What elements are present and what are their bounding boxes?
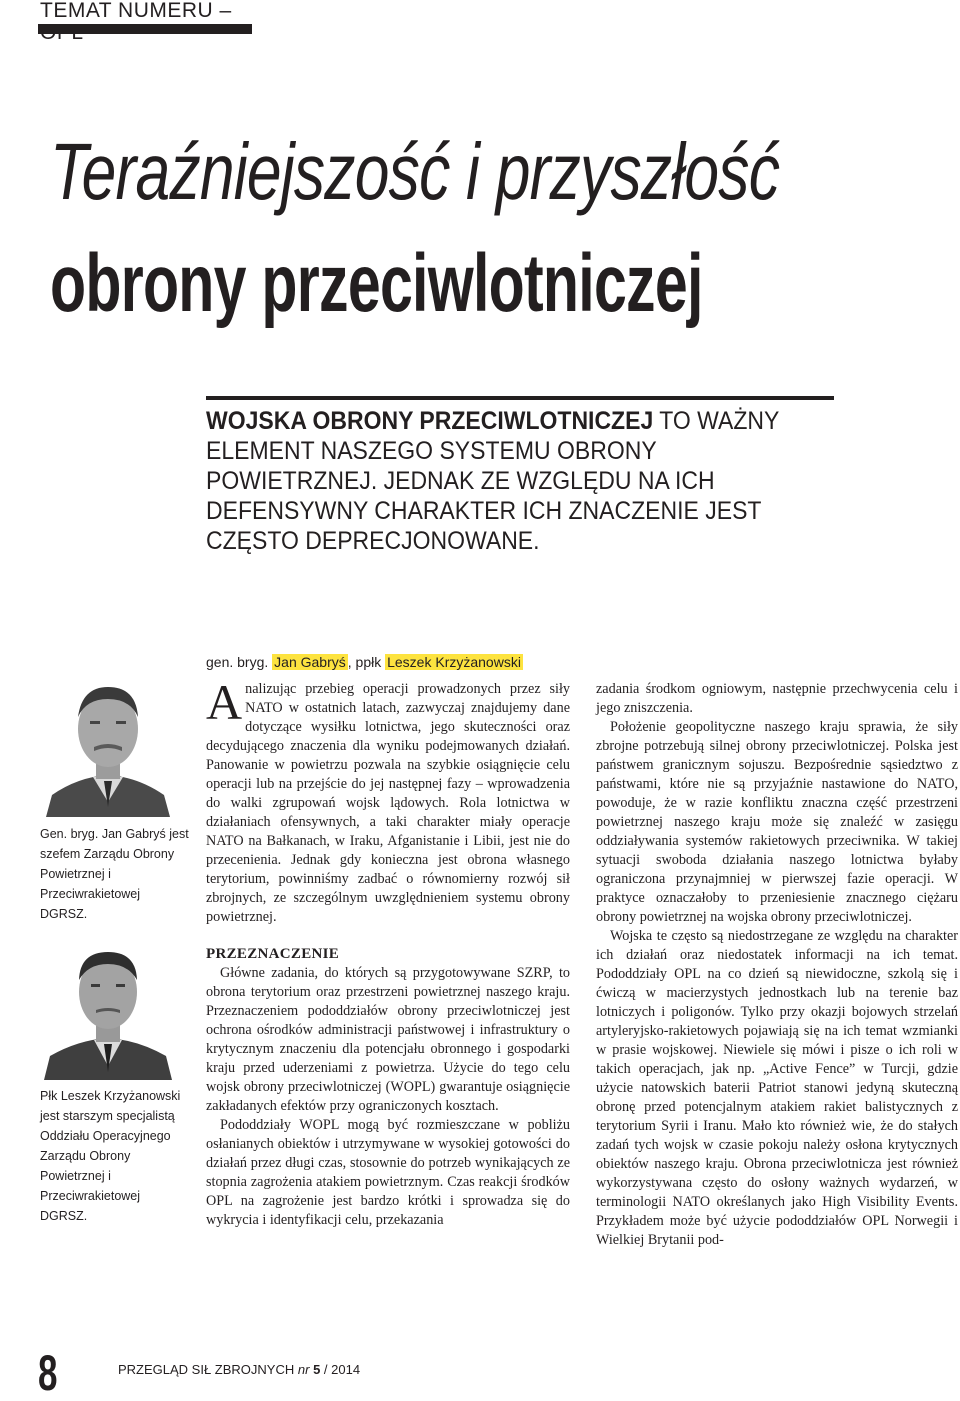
lead-rest: TO WAŻNY ELEMENT NASZEGO SYSTEMU OBRONY POWIETRZNEJ. JEDNAK ZE WZGLĘDU NA ICH DEFENSYWNY CHARAKTER ICH ZNACZENIE JEST CZĘSTO DEPRECJONOWANE. xyxy=(206,407,779,555)
paragraph-2: Główne zadania, do których są przygotowywane SZRP, to obrona terytorium oraz przestrzeni powietrznej naszego kraju. Przeznaczeniem pododdziałów obrony przeciwlotniczej jest ochrona ośrodków administracji państwowej i infrastruktury o krytycznym znaczeniu dla potencjału obronnego i gospodarki kraju przed uderzeniami z powietrza. Użycie do tego celu wojsk obrony przeciwlotniczej (WOPL) gwarantuje osiągnięcie zakładanych efektów przy ograniczonych kosztach. xyxy=(206,965,570,1114)
author-photo-1 xyxy=(38,677,178,817)
page-number: 8 xyxy=(38,1345,58,1401)
byline-prefix2: , ppłk xyxy=(347,654,386,670)
photo-caption-2: Płk Leszek Krzyżanowski jest starszym specjalistą Oddziału Operacyjnego Zarządu Obrony Powietrznej i Przeciwrakietowej DGRSZ. xyxy=(40,1089,181,1223)
section-label-text: TEMAT NUMERU – xyxy=(40,0,232,22)
body-column-2 xyxy=(596,680,958,1250)
footer-sep: / xyxy=(320,1362,332,1377)
article-title-line2: obrony przeciwlotniczej xyxy=(50,238,703,329)
footer-year: 2014 xyxy=(331,1362,361,1377)
lead-rule xyxy=(206,396,834,400)
paragraph-6: Wojska te często są niedostrzegane ze względu na charakter ich działań oraz niedostatek informacji na ich temat. Pododdziały OPL na co dzień są niewidoczne, szkolą się i ćwiczą w macierzystych jednostkach lub na terenie baz lotniczych i poligonów. Tylko przy okazji bojowych strzelań artyleryjsko-rakietowych pojawiają się na ich temat wzmianki w prasie wojskowej. Niewiele się mówi i pisze o ich roli w takich operacjach, jak np. „Active Fence” w Turcji, gdzie użycie natowskich baterii Patriot stanowi jedyną skuteczną obronę przed potencjalnym atakiem rakiet balistycznych z terytorium Syrii i Iranu. Mało kto również wie, że do stałych zadań tych wojsk w czasie pokoju należy osłona krytycznych obiektów naszego kraju. Obrona przeciwlotnicza jest również wykorzystywana często do osłony ważnych wydarzeń, w terminologii NATO określanych jako High Visibility Events. Przykładem może być użycie pododdziałów OPL Norwegii i Wielkiej Brytanii pod- xyxy=(596,928,958,1248)
footer-title: PRZEGLĄD SIŁ ZBROJNYCH xyxy=(118,1362,295,1377)
footer-magazine xyxy=(118,1362,360,1378)
paragraph-intro xyxy=(206,674,570,927)
dropcap: A xyxy=(206,674,243,730)
paragraph-5: Położenie geopolityczne naszego kraju sprawia, że siły zbrojne potrzebują silnej obrony przeciwlotniczej. Polska jest państwem granicznym sojuszu. Bezpośrednie sąsiedztwo z państwami, które nie są przyjaźnie nastawione do NATO, powoduje, że w razie konfliktu znaczna część przestrzeni powietrznej naszego kraju może się znaleźć w zasięgu oddziaływania systemów rakietowych przeciwnika. W takiej sytuacji swoboda działania naszego lotnictwa byłaby ograniczona przynajmniej w pierwszej fazie operacji. W praktyce oznaczałoby to przeniesienie znacznego ciężaru obrony powietrznej na wojska obrony przeciwlotniczej. xyxy=(596,719,958,925)
paragraph-3: Pododdziały WOPL mogą być rozmieszczane w pobliżu osłanianych obiektów i utrzymywane w wysokiej gotowości do działań przez długi czas, stosownie do potrzeb wynikających ze stopnia zagrożenia atakiem powietrznym. Czas reakcji środków OPL na zagrożenie jest bardzo krótki i sprowadza się do wykrycia i identyfikacji celu, przekazania xyxy=(206,1117,570,1228)
subheading: PRZEZNACZENIE xyxy=(206,946,340,962)
byline xyxy=(206,652,523,672)
author-1: Jan Gabryś xyxy=(274,654,346,670)
lead-bold: WOJSKA OBRONY PRZECIWLOTNICZEJ xyxy=(206,407,654,435)
lead-paragraph xyxy=(206,406,795,556)
article-title-line1: Teraźniejszość i przyszłość xyxy=(50,127,780,216)
photo-caption-1: Gen. bryg. Jan Gabryś jest szefem Zarządu Obrony Powietrznej i Przeciwrakietowej DGRSZ. xyxy=(40,827,189,921)
body-column-1 xyxy=(206,674,570,1230)
paragraph-intro-text: nalizując przebieg operacji prowadzonych przez siły NATO w ostatnich latach, zazwyczaj znajdujemy dane dotyczące wysiłku lotnictwa, jego skuteczności oraz decydującego znaczenia dla wyniku podejmowanych działań. Panowanie w powietrzu pozwala na szybkie osiągnięcie celu operacji lub na przejście do jej następnej fazy – wprowadzenia do walki zgrupowań wojsk lądowych. Rola lotnictwa w działaniach ofensywnych, a taki charakter miały operacje NATO na Bałkanach, w Iraku, Afganistanie i Libii, jest nie do przecenienia. Jednak gdy konieczna jest obrona własnego terytorium, powinniśmy zadbać o równomierny rozwój sił zbrojnych, ze szczególnym uwzględnieniem systemu obrony powietrznej. xyxy=(206,681,570,925)
paragraph-4: zadania środkom ogniowym, następnie przechwycenia celu i jego zniszczenia. xyxy=(596,681,958,716)
footer-nr: nr xyxy=(297,1362,310,1377)
section-underline xyxy=(38,24,252,34)
footer-issue: 5 xyxy=(313,1362,321,1377)
author-2: Leszek Krzyżanowski xyxy=(387,654,521,670)
byline-prefix1: gen. bryg. xyxy=(206,654,273,670)
author-photo-2 xyxy=(38,940,178,1080)
